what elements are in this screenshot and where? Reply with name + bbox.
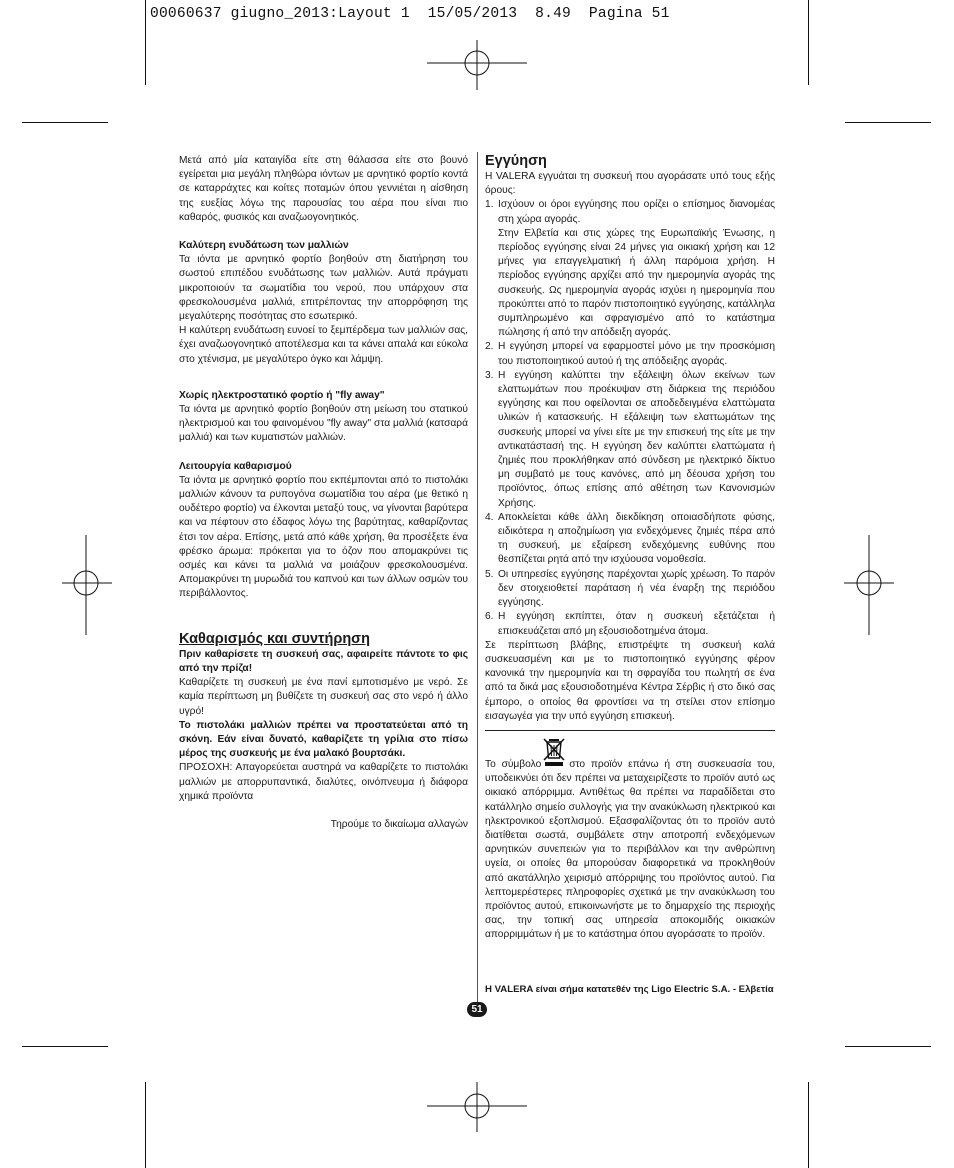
list-item: 1. Ισχύουν οι όροι εγγύησης που ορίζει ο επίσημος διανομέας στη χώρα αγοράς. Στην Ελβετία και στις χώρες της Ευρωπαϊκής Ένωσης, η περίοδος εγγύησης είναι 24 μήνες για οικιακή χρήση και 12 μήνες για επαγγελματική ή άλλη παρόμοια χρήση. Η περίοδος εγγύησης αρχίζει από την ημερομηνία αγοράς της συσκευής. Ως ημερομηνία αγοράς ισχύει η ημερομηνία που προκύπτει από το παρόν πιστοποιητικό εγγύησης, κατάλληλα συμπληρωμένο και σφραγισμένο από το κατάστημα πώλησης ή από την απόδειξη αγοράς. xyxy=(485,199,775,339)
list-item: 5. Οι υπηρεσίες εγγύησης παρέχονται χωρίς χρέωση. Το παρόν δεν στοιχειοθετεί παράταση ή νέα έναρξη της περιόδου εγγύησης. xyxy=(485,568,775,609)
intro-paragraph: Μετά από μία καταιγίδα είτε στη θάλασσα είτε στο βουνό εγείρεται μια μεγάλη πληθώρα ιόντων με αρνητικό φορτίο κοντά σε καταρράχτες και κοίτες ποταμών όπου γεννιέται η αίσθηση της ευεξίας λόγω της παρουσίας του αέρα που είναι πιο καθαρός, φυσικός και αναζωογονητικός. xyxy=(179,155,468,223)
section-title-fly-away: Χωρίς ηλεκτροστατικό φορτίο ή "fly away" xyxy=(179,389,385,401)
maintenance-warning-2: Το πιστολάκι μαλλιών πρέπει να προστατεύεται από τη σκόνη. Εάν είναι δυνατό, καθαρίζετε τη γρίλια στο πίσω μέρος της συσκευής με ένα μαλακό βουρτσάκι. xyxy=(179,719,468,760)
fly-away-paragraph: Τα ιόντα με αρνητικό φορτίο βοηθούν στη μείωση του στατικού ηλεκτρισμού και του φαινομένου "fly away" στα μαλλιά (κατσαρά μαλλιά) και των κυματιστών μαλλιών. xyxy=(179,404,468,444)
list-item: 4. Αποκλείεται κάθε άλλη διεκδίκηση οποιασδήποτε φύσης, ειδικότερα η αποζημίωση για ενδεχόμενες ζημιές πέρα από τη συσκευή, με εξαίρεση ενδεχόμενης ευθύνης που θεσπίζεται ρητά από την ισχύουσα νομοθεσία. xyxy=(485,511,775,566)
warranty-return-paragraph: Σε περίπτωση βλάβης, επιστρέψτε τη συσκευή καλά συσκευασμένη και με το πιστοποιητικό εγγύησης φέρον κανονικά την ημερομηνία και τη σφραγίδα του πωλητή σε ένα από τα δικά μας εξουσιοδοτημένα Κέντρα Σέρβις ή στο δικό σας έμπορο, ο οποίος θα φροντίσει να τη στείλει στον επίσημο εισαγωγέα για την υπό εγγύηση επισκευή. xyxy=(485,639,775,722)
section-title-maintenance: Καθαρισμός και συντήρηση xyxy=(179,630,370,647)
crop-mark xyxy=(808,0,809,85)
registration-mark-right xyxy=(844,535,894,635)
section-title-cleaning-function: Λειτουργία καθαρισμού xyxy=(179,460,292,472)
registration-mark-top xyxy=(427,40,527,90)
list-item: 3. Η εγγύηση καλύπτει την εξάλειψη όλων εκείνων των ελαττωμάτων που προέκυψαν στη διάρκεια της περιόδου εγγύησης και που οφείλονται σε αποδεδειγμένα ελαττώματα υλικών ή κατασκευής. Η εξάλειψη των ελαττωμάτων της συσκευής μπορεί να γίνει είτε με την επισκευή της είτε με την αντικατάστασή της. Η εγγύηση δεν καλύπτει ελαττώματα ή ζημιές που προκλήθηκαν από σύνδεση με ηλεκτρικό δίκτυο μη συμβατό με τους κανόνες, από μη δέουσα χρήση του προϊόντος, όπως επίσης από αθέτηση των Κανονισμών Χρήσης. xyxy=(485,369,775,509)
maintenance-warning-1: Πριν καθαρίσετε τη συσκευή σας, αφαιρείτε πάντοτε το φις από την πρίζα! xyxy=(179,648,468,674)
weee-block xyxy=(485,758,775,943)
warranty-intro: Η VALERA εγγυάται τη συσκευή που αγοράσατε υπό τους εξής όρους: xyxy=(485,171,775,197)
cleaning-function-paragraph: Τα ιόντα με αρνητικό φορτίο που εκπέμπονται από το πιστολάκι μαλλιών κάνουν τα ρυπογόνα σωματίδια του αέρα (με θετικό η ουδέτερο φορτίο) να έλκονται μεταξύ τους, να γίνονται βαρύτερα και να πέφτουν στο έδαφος λόγω της βαρύτητας, καθαρίζοντας έτσι τον αέρα. Επίσης, μετά από κάθε χρήση, θα προσέξετε ένα φρέσκο άρωμα: πρόκειται για το όζον που απομακρύνει τις οσμές και κάνει τα μαλλιά να μοιάζουν φρεσκολουσμένα. Απομακρύνει τη μυρωδιά του καπνού και των άλλων οσμών του περιβάλλοντος. xyxy=(179,474,468,600)
crop-mark xyxy=(145,1082,146,1168)
warranty-terms-list xyxy=(485,198,775,638)
crop-mark xyxy=(22,1046,108,1047)
column-divider xyxy=(477,152,478,1010)
maintenance-paragraph-2: ΠΡΟΣΟΧΗ: Απαγορεύεται αυστηρά να καθαρίζετε το πιστολάκι μαλλιών με απορρυπαντικά, διαλύτες, οινόπνευμα ή διάφορα χημικά προϊόντα xyxy=(179,762,468,802)
warranty-title: Εγγύηση xyxy=(485,153,547,169)
hydration-paragraph-2: Η καλύτερη ενυδάτωση ευνοεί το ξεμπέρδεμα των μαλλιών σας, έχει αναζωογονητικό αποτέλεσμα και τα κάνει απαλά και εύκολα στο χτένισμα, με μεγαλύτερο όγκο και λάμψη. xyxy=(179,325,468,365)
maintenance-paragraph-1: Καθαρίζετε τη συσκευή με ένα πανί εμποτισμένο με νερό. Σε καμία περίπτωση μη βυθίζετε τη συσκευή σας στο νερό ή άλλο υγρό! xyxy=(179,677,468,717)
trademark-notice: H VALERA είναι σήμα κατατεθέν της Ligo Electric S.A. - Ελβετία xyxy=(485,984,774,995)
hydration-paragraph-1: Τα ιόντα με αρνητικό φορτίο βοηθούν στη διατήρηση του σωστού επιπέδου ενυδάτωσης των μαλλιών. Αυτά πράγματι μικροποιούν τα σωματίδια του νερού, που υπάρχουν στα φρεσκολουσμένα μαλλιά, επιτρέποντας την απορρόφηση της μεγαλύτερης ποσότητας στο εσωτερικό. xyxy=(179,254,468,323)
registration-mark-left xyxy=(62,535,112,635)
section-title-hydration: Καλύτερη ενυδάτωση των μαλλιών xyxy=(179,240,349,252)
left-column xyxy=(179,154,468,832)
crop-mark xyxy=(22,122,108,123)
crop-mark xyxy=(808,1082,809,1168)
list-item: 2. Η εγγύηση μπορεί να εφαρμοστεί μόνο με την προσκόμιση του πιστοποιητικού αυτού ή της απόδειξης αγοράς. xyxy=(485,341,775,367)
crop-mark xyxy=(845,1046,931,1047)
registration-mark-bottom xyxy=(427,1082,527,1132)
print-slug: 00060637 giugno_2013:Layout 1 15/05/2013 8.49 Pagina 51 xyxy=(150,6,670,22)
list-item: 6. Η εγγύηση εκπίπτει, όταν η συσκευή εξετάζεται ή επισκευάζεται από μη εξουσιοδοτημένα άτομα. xyxy=(485,611,775,637)
rights-notice: Τηρούμε το δικαίωμα αλλαγών xyxy=(330,818,468,830)
weee-paragraph: Το σύμβολο στο προϊόν επάνω ή στη συσκευασία του, υποδεικνύει ότι δεν πρέπει να μεταχειρίζεστε το προϊόν αυτό ως οικιακό απόρριμμα. Αντιθέτως θα πρέπει να παραδίδεται στο κατάλληλο σημείο συλλογής για την ανακύκλωση ηλεκτρικού και ηλεκτρονικού εξοπλισμού. Εξασφαλίζοντας ότι το προϊόν αυτό διατίθεται σωστά, συμβάλετε στην αποτροπή ενδεχόμενων αρνητικών συνεπειών για το περιβάλλον και την ανθρώπινη υγεία, οι οποίες θα μπορούσαν διαφορετικά να προκληθούν από ακατάλληλο χειρισμό απόρριψης του προϊόντος αυτού. Για λεπτομερέστερες πληροφορίες σχετικά με την ανακύκλωση του προϊόντος αυτού, επικοινωνήστε με το δημαρχείο της περιοχής σας, την τοπική σας υπηρεσία αποκομιδής οικιακών απορριμμάτων ή με το κατάστημα όπου αγοράσατε το προϊόν. xyxy=(485,759,775,941)
right-column xyxy=(485,152,775,724)
page-number-badge: 51 xyxy=(467,1002,487,1017)
section-divider xyxy=(485,730,775,731)
crop-mark xyxy=(845,122,931,123)
trademark-block xyxy=(485,983,785,997)
crop-mark xyxy=(145,0,146,85)
